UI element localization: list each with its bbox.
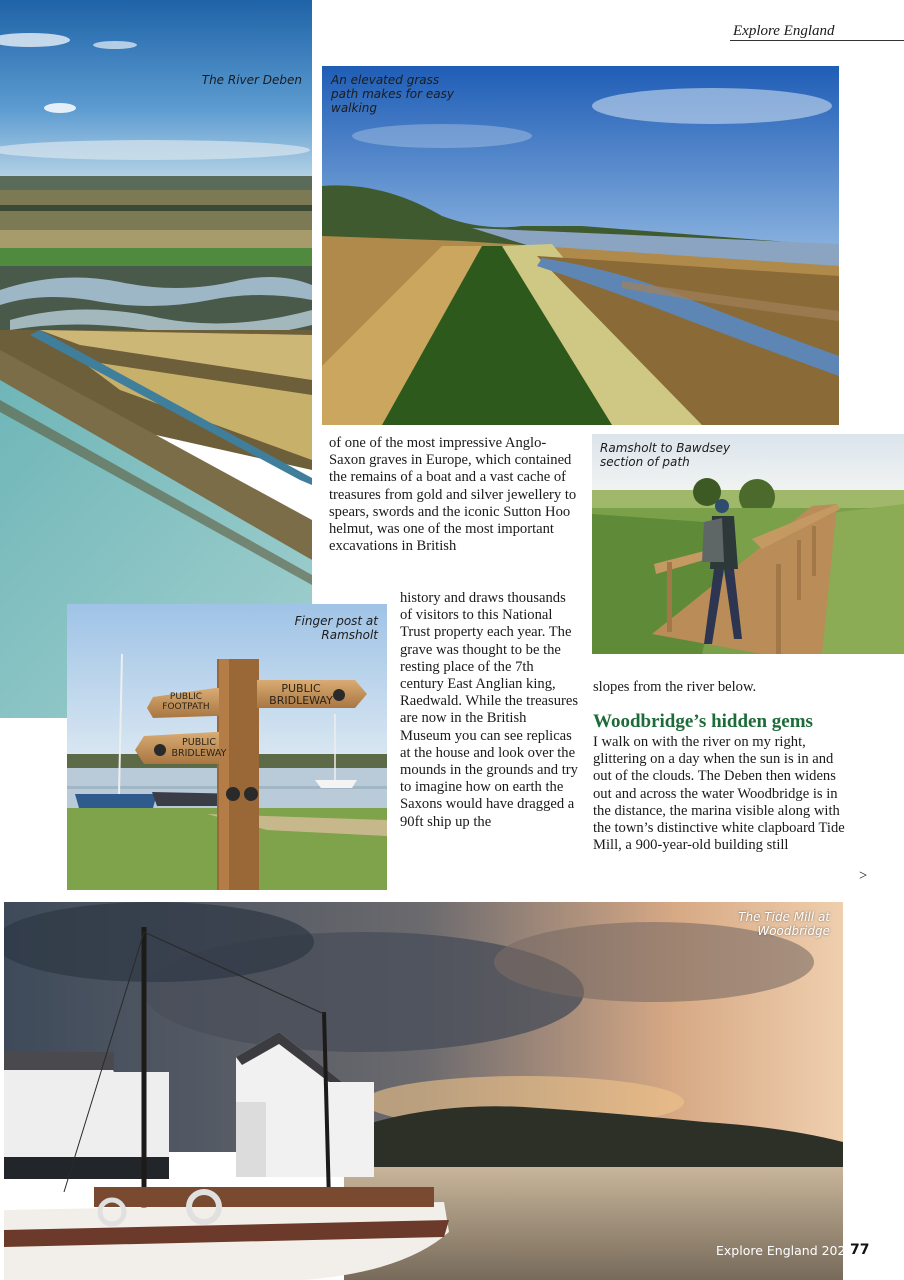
finger-post-caption: Finger post at Ramsholt xyxy=(294,614,378,642)
magazine-header: Explore England xyxy=(733,23,835,39)
continue-marker: > xyxy=(859,868,868,884)
grass-path-caption: An elevated grass path makes for easy walking xyxy=(331,73,454,115)
subheading: Woodbridge’s hidden gems xyxy=(593,711,813,732)
tide-mill-caption: The Tide Mill at Woodbridge xyxy=(738,910,830,938)
grass-path-photo xyxy=(322,66,839,425)
sign-line: PUBLIC xyxy=(169,692,203,702)
sign-line: BRIDLEWAY xyxy=(171,748,227,759)
sign-line: BRIDLEWAY xyxy=(269,694,333,707)
bridleway-right-sign-text xyxy=(257,683,345,707)
bridleway-left-sign-text xyxy=(165,737,233,759)
finger-post-photo xyxy=(67,604,387,890)
footpath-sign-text xyxy=(155,692,217,712)
river-deben-caption: The River Deben xyxy=(201,73,302,87)
tide-mill-photo xyxy=(4,902,843,1280)
footer-issue: Explore England 2026 xyxy=(716,1243,854,1258)
article-col1-top: of one of the most impressive Anglo-Saxon graves in Europe, which contained the remains of a boat and a vast cache of treasures from gold and silver jewellery to spears, swords and the iconic Sutton Hoo helmut, was one of the most important excavations in British xyxy=(329,435,577,555)
sign-line: FOOTPATH xyxy=(162,702,210,712)
sign-line: PUBLIC xyxy=(182,737,216,748)
sign-line: PUBLIC xyxy=(281,682,321,695)
page-number: 77 xyxy=(850,1242,870,1258)
article-col2-body: I walk on with the river on my right, glittering on a day when the sun is in and out of the clouds. The Deben then widens out and across the water Woodbridge is in the distance, the marina visible along with the town’s distinctive white clapboard Tide Mill, a 900-year-old building still xyxy=(593,734,845,854)
article-col2-top: slopes from the river below. xyxy=(593,679,757,695)
article-col1-bottom: history and draws thousands of visitors to this National Trust property each year. The grave was thought to be the resting place of the 7th century East Anglian king, Raedwald. While the treasures are now in the British Museum you can see replicas at the house and look over the mounds in the grounds and try to imagine how on earth the Saxons would have dragged a 90ft ship up the xyxy=(400,590,579,830)
ramsholt-bawdsey-caption: Ramsholt to Bawdsey section of path xyxy=(600,441,731,469)
header-rule xyxy=(730,40,904,41)
